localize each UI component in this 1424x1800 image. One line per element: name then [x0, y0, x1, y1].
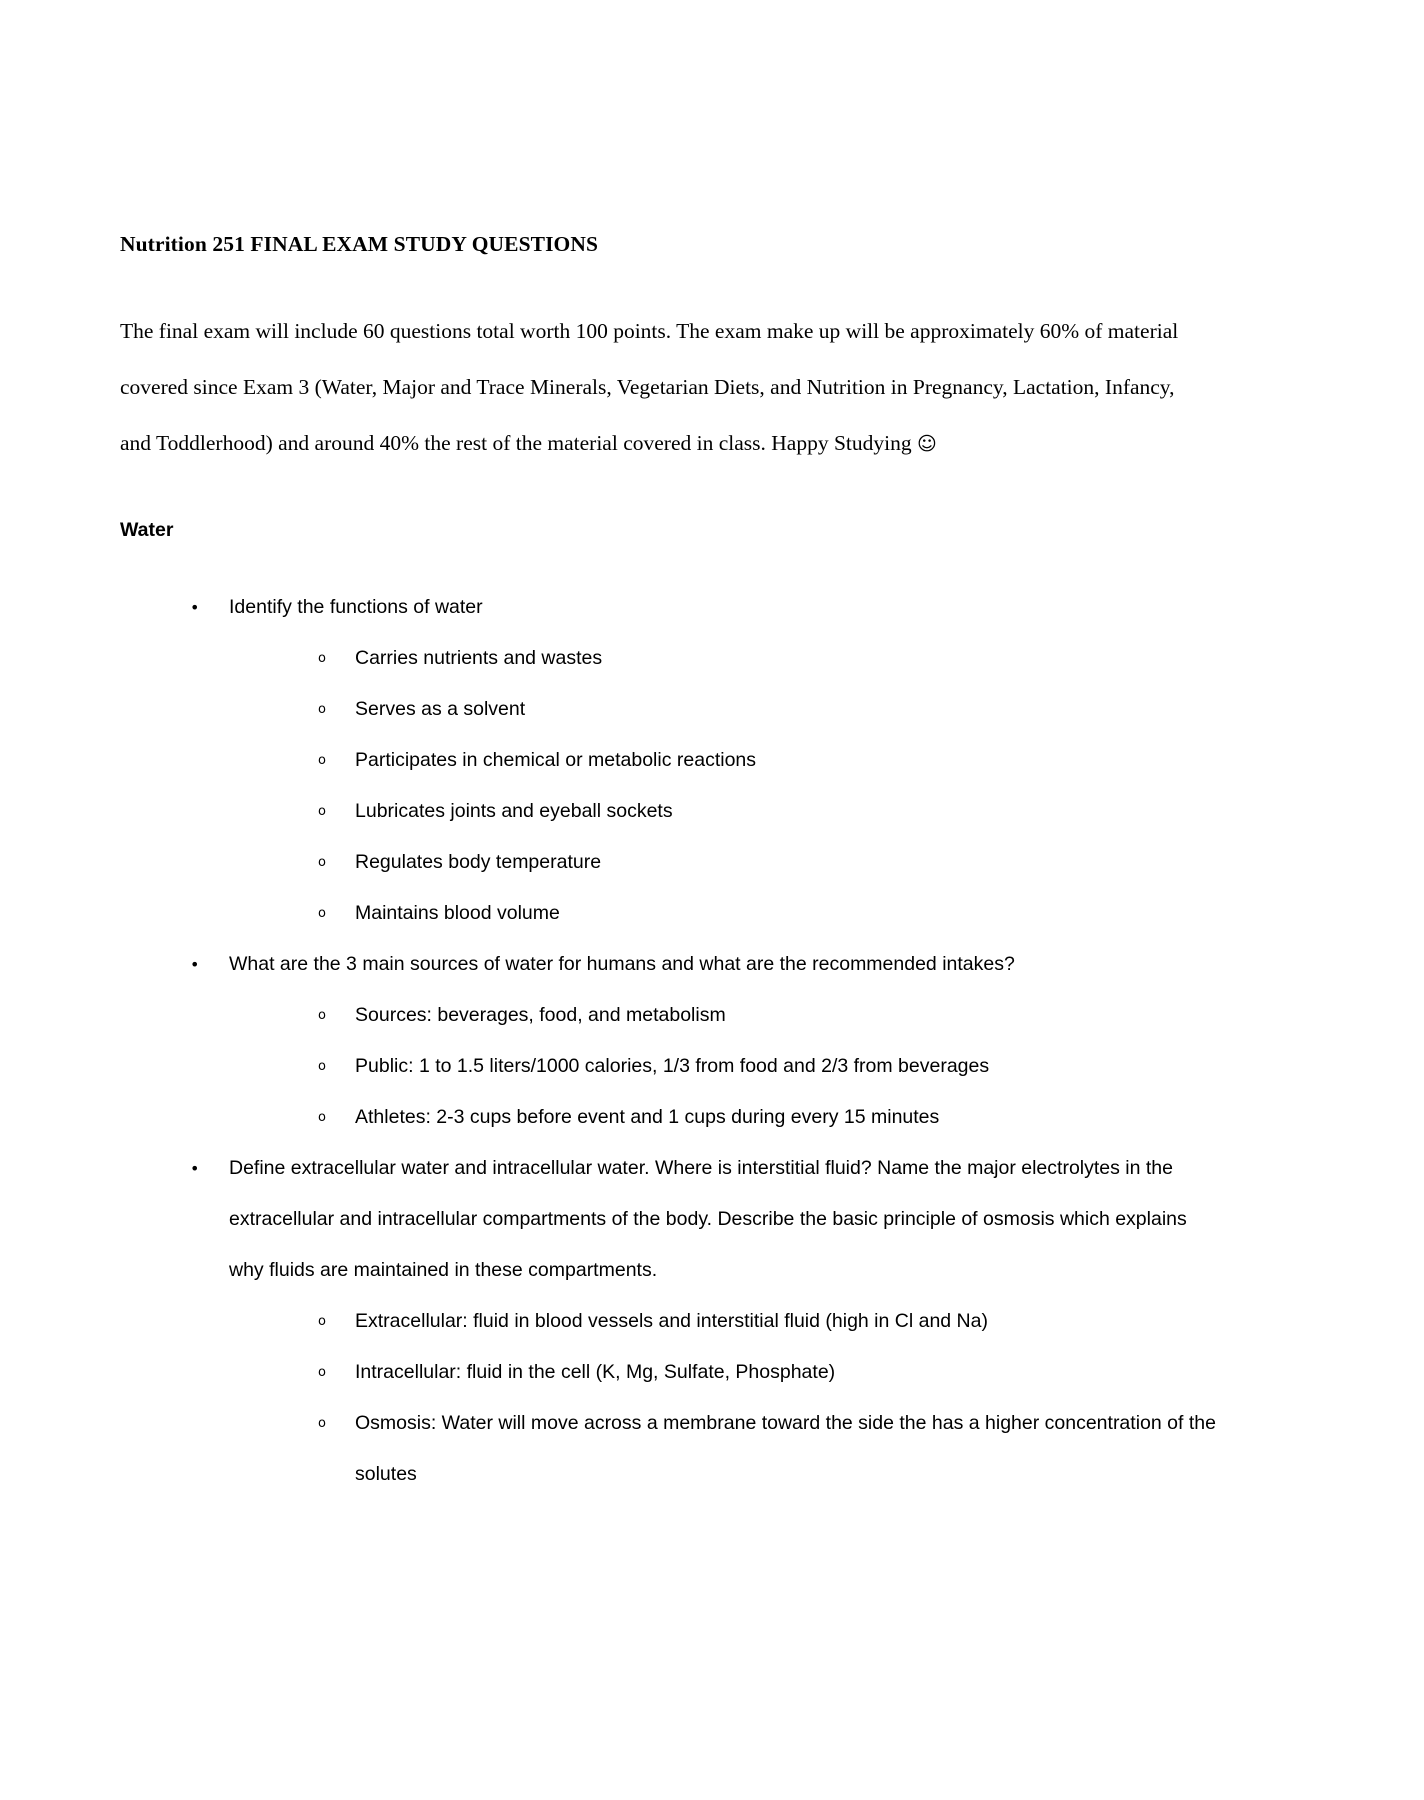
list-item	[166, 939, 1189, 1143]
list-item	[166, 582, 1189, 939]
sub-list-item-label: Extracellular: fluid in blood vessels and interstitial fluid (high in Cl and Na)	[355, 1309, 988, 1332]
circle-bullet-icon: o	[318, 803, 326, 819]
sub-list-item-label: Carries nutrients and wastes	[355, 646, 603, 669]
outline-list	[120, 582, 1216, 1500]
sub-list-item	[292, 1296, 1275, 1347]
sub-list-item	[292, 1041, 1275, 1092]
sub-list-item	[292, 837, 1275, 888]
list-item-label: Define extracellular water and intracellular water. Where is interstitial fluid? Name the major electrolytes in the extracellular and intracellular compartments of the body. Describe the basic principle of osmosis which explains why fluids are maintained in these compartments.	[229, 1156, 1187, 1281]
sub-list-item-label: Maintains blood volume	[355, 901, 560, 924]
sub-list-item	[292, 1092, 1275, 1143]
circle-bullet-icon: o	[318, 1007, 326, 1023]
circle-bullet-icon: o	[318, 701, 326, 717]
intro-text: The final exam will include 60 questions total worth 100 points. The exam make up will be approximately 60% of material covered since Exam 3 (Water, Major and Trace Minerals, Vegetarian Diets, and Nutrition in Pregnancy, Lactation, Infancy, and Toddlerhood) and around 40% the rest of the material covered in class. Happy Studying	[120, 318, 1179, 455]
sub-list-item-label: Regulates body temperature	[355, 850, 602, 873]
sub-list-item-label: Serves as a solvent	[355, 697, 526, 720]
smiley-icon: ☺	[916, 432, 937, 455]
sub-list-item	[292, 1347, 1275, 1398]
sub-list-item-label: Sources: beverages, food, and metabolism	[355, 1003, 726, 1026]
sub-list-item-label: Osmosis: Water will move across a membrane toward the side the has a higher concentration of the solutes	[355, 1411, 1216, 1485]
circle-bullet-icon: o	[318, 1415, 326, 1431]
sub-list-item-label: Public: 1 to 1.5 liters/1000 calories, 1/3 from food and 2/3 from beverages	[355, 1054, 990, 1077]
sub-list-item-label: Intracellular: fluid in the cell (K, Mg, Sulfate, Phosphate)	[355, 1360, 836, 1383]
sub-list-item	[292, 633, 1275, 684]
list-item	[166, 1143, 1216, 1500]
sub-list-item	[292, 1398, 1275, 1500]
sub-list	[229, 633, 1189, 939]
bullet-icon: •	[190, 597, 200, 617]
sub-list-item	[292, 684, 1275, 735]
circle-bullet-icon: o	[318, 905, 326, 921]
sub-list-item	[292, 786, 1275, 837]
circle-bullet-icon: o	[318, 1313, 326, 1329]
section-heading-water: Water	[120, 518, 174, 541]
list-item-label: What are the 3 main sources of water for humans and what are the recommended intakes?	[229, 952, 1015, 975]
sub-list-item-label: Athletes: 2-3 cups before event and 1 cups during every 15 minutes	[355, 1105, 940, 1128]
circle-bullet-icon: o	[318, 1364, 326, 1380]
circle-bullet-icon: o	[318, 854, 326, 870]
sub-list	[229, 990, 1189, 1143]
intro-paragraph	[120, 303, 1188, 472]
list-item-label: Identify the functions of water	[229, 595, 483, 618]
sub-list-item-label: Lubricates joints and eyeball sockets	[355, 799, 673, 822]
document-body	[120, 232, 1216, 1500]
page-title: Nutrition 251 FINAL EXAM STUDY QUESTIONS	[120, 232, 599, 256]
bullet-icon: •	[190, 1158, 200, 1178]
sub-list-item	[292, 990, 1275, 1041]
circle-bullet-icon: o	[318, 1109, 326, 1125]
circle-bullet-icon: o	[318, 1058, 326, 1074]
bullet-icon: •	[190, 954, 200, 974]
sub-list	[229, 1296, 1216, 1500]
sub-list-item-label: Participates in chemical or metabolic reactions	[355, 748, 757, 771]
sub-list-item	[292, 888, 1275, 939]
circle-bullet-icon: o	[318, 752, 326, 768]
circle-bullet-icon: o	[318, 650, 326, 666]
sub-list-item	[292, 735, 1275, 786]
